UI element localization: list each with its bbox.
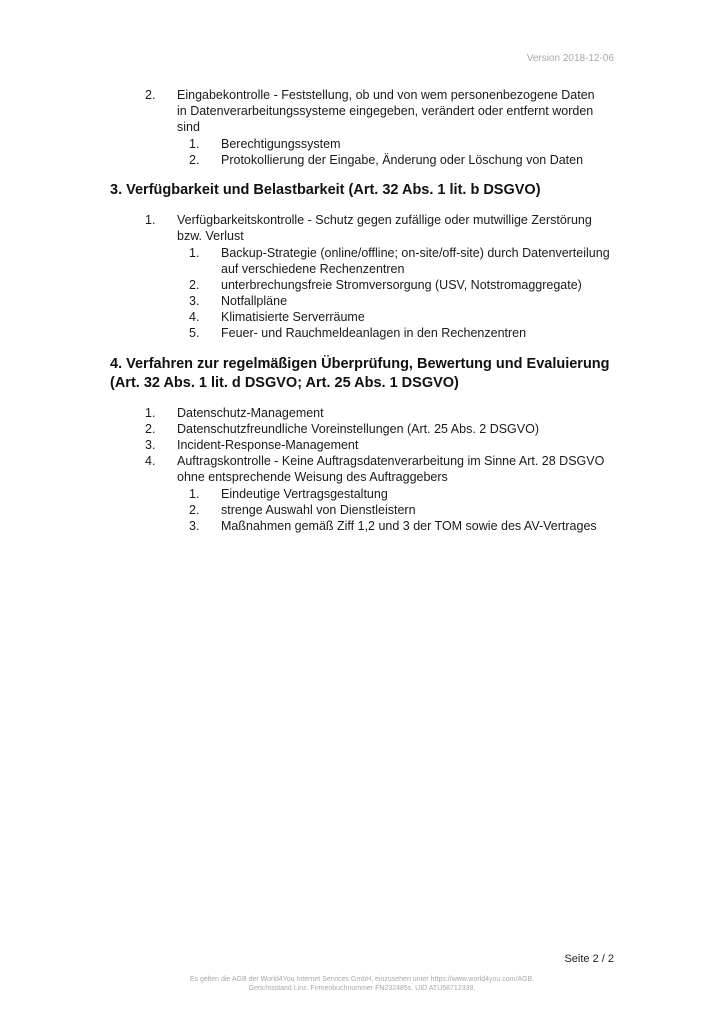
list-number: 2.	[189, 153, 200, 167]
footer-line: Gerichtsstand Linz. Firmenbuchnummer FN232485s. UID ATU58712338.	[248, 985, 476, 992]
list-number: 1.	[145, 213, 156, 227]
sub-list-item	[189, 277, 619, 293]
list-number: 2.	[189, 278, 200, 292]
sub-list-item	[189, 502, 619, 518]
list-number: 3.	[189, 519, 200, 533]
list-item	[145, 421, 605, 437]
sub-list-item	[189, 152, 619, 168]
footer-legal	[0, 975, 724, 993]
sub-list-item	[189, 136, 619, 152]
sub-list-item	[189, 245, 619, 277]
list-number: 4.	[145, 454, 156, 468]
page-number: Seite 2 / 2	[564, 953, 614, 965]
list-number: 1.	[189, 137, 200, 151]
list-text: strenge Auswahl von Dienstleistern	[221, 503, 416, 517]
list-item	[145, 437, 605, 453]
version-label: Version 2018-12-06	[526, 53, 614, 64]
list-number: 2.	[189, 503, 200, 517]
list-text: Feuer- und Rauchmeldeanlagen in den Rechenzentren	[221, 326, 527, 340]
section-heading: 3. Verfügbarkeit und Belastbarkeit (Art. 32 Abs. 1 lit. b DSGVO)	[110, 182, 541, 198]
list-item	[145, 405, 605, 421]
list-number: 1.	[145, 406, 156, 420]
list-number: 3.	[189, 294, 200, 308]
sub-list-item	[189, 309, 619, 325]
list-text: Verfügbarkeitskontrolle - Schutz gegen zufällige oder mutwillige Zerstörung bzw. Verlust	[177, 213, 592, 244]
list-text: Eingabekontrolle - Feststellung, ob und von wem personenbezogene Daten in Datenverarbeitungssysteme eingegeben, verändert oder entfernt worden sind	[177, 88, 595, 135]
list-text: Datenschutz-Management	[177, 406, 324, 420]
list-text: Eindeutige Vertragsgestaltung	[221, 487, 388, 501]
sub-list-item	[189, 518, 619, 534]
list-number: 2.	[145, 422, 156, 436]
list-text: Protokollierung der Eingabe, Änderung oder Löschung von Daten	[221, 153, 584, 167]
footer-line: Es gelten die AGB der World4You Internet Services GmbH, einzusehen unter https://www.world4you.com/AGB.	[189, 976, 535, 983]
list-text: Klimatisierte Serverräume	[221, 310, 365, 324]
sub-list-item	[189, 293, 619, 309]
list-text: Datenschutzfreundliche Voreinstellungen (Art. 25 Abs. 2 DSGVO)	[177, 422, 539, 436]
list-number: 2.	[145, 88, 156, 102]
list-number: 3.	[145, 438, 156, 452]
list-number: 1.	[189, 487, 200, 501]
list-number: 4.	[189, 310, 200, 324]
list-text: Berechtigungssystem	[221, 137, 341, 151]
list-text: Notfallpläne	[221, 294, 288, 308]
sub-list-item	[189, 486, 619, 502]
list-item	[145, 87, 605, 136]
list-number: 1.	[189, 246, 200, 260]
section-heading: 4. Verfahren zur regelmäßigen Überprüfung, Bewertung und Evaluierung (Art. 32 Abs. 1 lit. d DSGVO; Art. 25 Abs. 1 DSGVO)	[110, 356, 610, 391]
list-text: Maßnahmen gemäß Ziff 1,2 und 3 der TOM sowie des AV-Vertrages	[221, 519, 597, 533]
sub-list-item	[189, 325, 619, 341]
list-text: Backup-Strategie (online/offline; on-site/off-site) durch Datenverteilung auf verschiedene Rechenzentren	[221, 246, 610, 277]
list-text: Incident-Response-Management	[177, 438, 359, 452]
list-number: 5.	[189, 326, 200, 340]
list-text: unterbrechungsfreie Stromversorgung (USV, Notstromaggregate)	[221, 278, 582, 292]
list-item	[145, 212, 605, 244]
list-text: Auftragskontrolle - Keine Auftragsdatenverarbeitung im Sinne Art. 28 DSGVO ohne entsprechende Weisung des Auftraggebers	[177, 454, 605, 485]
list-item	[145, 453, 605, 485]
